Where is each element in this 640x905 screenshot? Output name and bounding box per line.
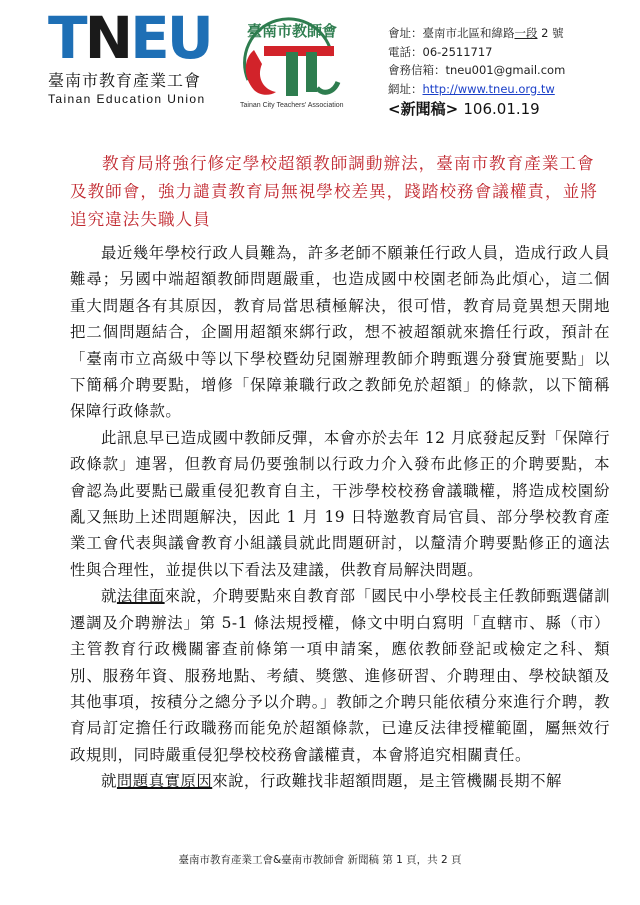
email-value: tneu001@gmail.com [445, 63, 566, 77]
address-number: 2 號 [537, 26, 564, 40]
teachers-association-logo-text: 臺南市教師會 [246, 22, 338, 40]
teachers-association-emblem-icon [214, 6, 364, 106]
website-row [388, 80, 565, 99]
tneu-name-en: Tainan Education Union [48, 92, 206, 106]
address-row [388, 24, 565, 43]
press-release-title: 教育局將強行修定學校超額教師調動辦法，臺南市教育產業工會及教師會，強力譴責教育局無視學校差異，踐踏校務會議權責，並將追究違法失職人員 [70, 154, 598, 229]
address-label: 會址： [388, 26, 423, 40]
release-date: 106.01.19 [463, 100, 540, 118]
tneu-logo [48, 4, 211, 106]
article-body [70, 240, 610, 795]
address-underlined: 一段 [514, 26, 538, 40]
phone-value: 06-2511717 [422, 44, 493, 59]
website-label: 網址： [388, 81, 423, 96]
contact-info [388, 24, 565, 119]
paragraph-3-keyword: 法律面 [116, 587, 165, 606]
tneu-wordmark: TNEU [48, 4, 211, 72]
release-line [388, 100, 565, 119]
teachers-association-name-en: Tainan City Teachers' Association [240, 102, 344, 109]
paragraph-3-text: 來說，介聘要點來自教育部「國民中小學校長主任教師甄選儲訓遷調及介聘辦法」第 5-1 條法規授權，條文中明白寫明「直轄市、縣（市）主管教育行政機關審查前條第一項申請案，應依教師登記或檢定之科、類別、服務年資、服務地點、考績、獎懲、進修研習、介聘理由、學校缺額及其他事項，按積分之總分予以介聘。」教師之介聘只能依積分來進行介聘，教育局訂定擔任行政職務而能免於超額條款，已違反法律授權範圍，屬無效行政規則，同時嚴重侵犯學校校務會議權責，本會將追究相關責任。 [70, 587, 610, 764]
paragraph-3-lead: 就 [101, 587, 117, 606]
paragraph-4-keyword: 問題真實原因 [116, 772, 213, 791]
website-link[interactable]: http://www.tneu.org.tw [422, 81, 555, 96]
tneu-name-cn: 臺南市教育產業工會 [48, 71, 202, 90]
page-footer: 臺南市教育產業工會&臺南市教師會 新聞稿 第 1 頁，共 2 頁 [178, 854, 462, 866]
paragraph-4-lead: 就 [101, 772, 117, 791]
paragraph-1: 最近幾年學校行政人員難為，許多老師不願兼任行政人員，造成行政人員難尋；另國中端超額教師問題嚴重，也造成國中校園老師為此煩心，這二個重大問題各有其原因，教育局當思積極解決，很可惜，教育局竟異想天開地把二個問題結合，企圖用超額來綁行政，想不被超額就來擔任行政，預計在「臺南市立高級中等以下學校暨幼兒園辦理教師介聘甄選分發實施要點」以下簡稱介聘要點，增修「保障兼職行政之教師免於超額」的條款，以下簡稱保障行政條款。 [70, 244, 610, 421]
paragraph-3 [70, 583, 610, 768]
address-value: 臺南市北區和緯路 [422, 26, 515, 40]
paragraph-4 [70, 768, 610, 794]
release-label: <新聞稿> [388, 100, 459, 118]
paragraph-4-text: 來說，行政難找非超額問題，是主管機關長期不解 [212, 772, 562, 791]
email-row [388, 61, 565, 80]
letterhead [0, 0, 640, 130]
phone-label: 電話： [388, 44, 423, 59]
paragraph-2: 此訊息早已造成國中教師反彈，本會亦於去年 12 月底發起反對「保障行政條款」連署，但教育局仍要強制以行政力介入發布此修正的介聘要點，本會認為此要點已嚴重侵犯教育自主，干涉學校校務會議職權，將造成校園紛亂又無助上述問題解決，因此 1 月 19 日特邀教育局官員、部分學校教育產業工會代表與議會教育小組議員就此問題研討，以釐清介聘要點修正的適法性與合理性，並提供以下看法及建議，供教育局解決問題。 [70, 428, 610, 579]
teachers-association-logo [214, 6, 364, 118]
email-label: 會務信箱： [388, 63, 446, 77]
phone-row [388, 43, 565, 62]
